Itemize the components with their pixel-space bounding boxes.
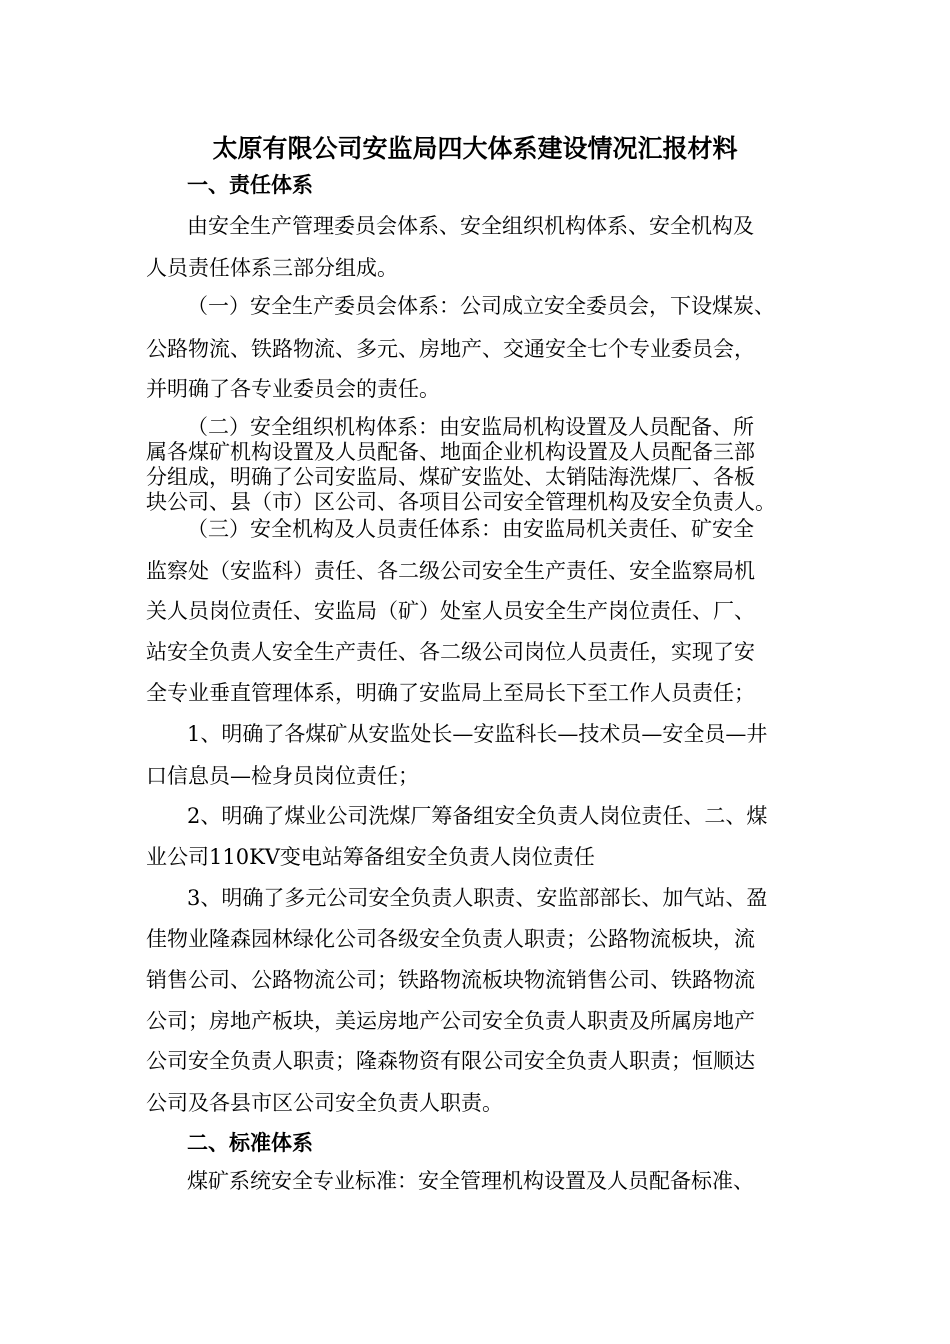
paragraph-line: 属各煤矿机构设置及人员配备、地面企业机构设置及人员配备三部 — [146, 440, 755, 464]
paragraph-line: 公司安全负责人职责；隆森物资有限公司安全负责人职责；恒顺达 — [146, 1049, 755, 1073]
paragraph-line: 由安全生产管理委员会体系、安全组织机构体系、安全机构及 — [187, 214, 754, 238]
paragraph-line: 佳物业隆森园林绿化公司各级安全负责人职责；公路物流板块，流 — [146, 927, 755, 951]
paragraph-line: 1、明确了各煤矿从安监处长—安监科长—技术员—安全员—井 — [187, 722, 768, 746]
paragraph-line: 人员责任体系三部分组成。 — [146, 256, 398, 280]
paragraph-line: 全专业垂直管理体系，明确了安监局上至局长下至工作人员责任； — [146, 681, 755, 705]
section-heading-responsibility: 一、责任体系 — [187, 173, 313, 197]
paragraph-line: 公司及各县市区公司安全负责人职责。 — [146, 1091, 503, 1115]
paragraph-line: 业公司110KV变电站筹备组安全负责人岗位责任 — [146, 845, 595, 869]
paragraph-line: 块公司、县（市）区公司、各项目公司安全管理机构及安全负责人。 — [146, 490, 776, 514]
paragraph-line: 站安全负责人安全生产责任、各二级公司岗位人员责任，实现了安 — [146, 640, 755, 664]
section-heading-standards: 二、标准体系 — [187, 1131, 313, 1155]
paragraph-line: 口信息员—检身员岗位责任； — [146, 764, 419, 788]
paragraph-line: 并明确了各专业委员会的责任。 — [146, 377, 440, 401]
paragraph-line: 煤矿系统安全专业标准：安全管理机构设置及人员配备标准、 — [187, 1169, 754, 1193]
paragraph-line: 公司；房地产板块，美运房地产公司安全负责人职责及所属房地产 — [146, 1009, 755, 1033]
paragraph-line: （三）安全机构及人员责任体系：由安监局机关责任、矿安全 — [187, 517, 754, 541]
paragraph-line: 3、明确了多元公司安全负责人职责、安监部部长、加气站、盈 — [187, 886, 768, 910]
paragraph-line: 分组成，明确了公司安监局、煤矿安监处、太销陆海洗煤厂、各板 — [146, 465, 755, 489]
paragraph-line: （二）安全组织机构体系：由安监局机构设置及人员配备、所 — [187, 415, 754, 439]
paragraph-line: 关人员岗位责任、安监局（矿）处室人员安全生产岗位责任、厂、 — [146, 599, 755, 623]
paragraph-line: （一）安全生产委员会体系：公司成立安全委员会，下设煤炭、 — [187, 294, 775, 318]
paragraph-line: 公路物流、铁路物流、多元、房地产、交通安全七个专业委员会， — [146, 337, 755, 361]
paragraph-line: 销售公司、公路物流公司；铁路物流板块物流销售公司、铁路物流 — [146, 968, 755, 992]
paragraph-line: 2、明确了煤业公司洗煤厂筹备组安全负责人岗位责任、二、煤 — [187, 804, 768, 828]
paragraph-line: 监察处（安监科）责任、各二级公司安全生产责任、安全监察局机 — [146, 559, 755, 583]
document-title: 太原有限公司安监局四大体系建设情况汇报材料 — [212, 134, 738, 163]
